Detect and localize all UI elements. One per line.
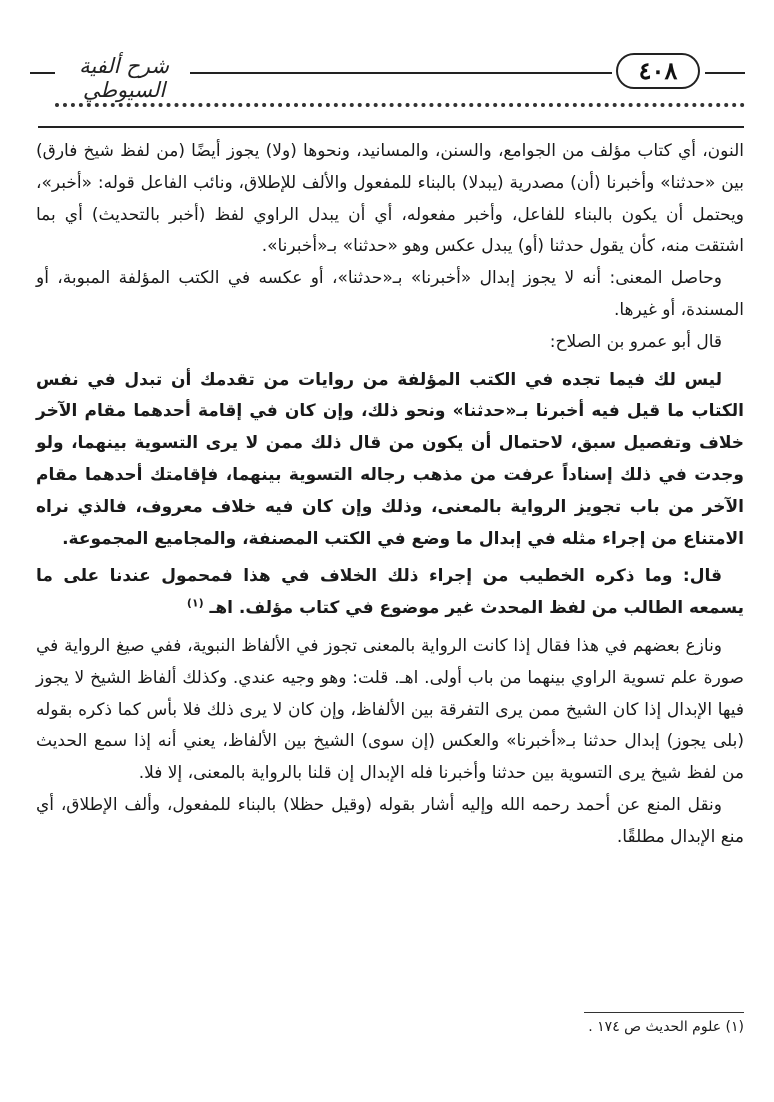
text-line: الطالب من لفظ المحدث غير موضوع في كتاب مؤلف. اهـ [209,598,684,619]
paragraph-7 [36,790,744,854]
text-line: قال: وما ذكره الخطيب من إجراء ذلك الخلاف في هذا فمحمول عندنا على ما يسمعه [36,566,744,619]
text-line: مفعوله، أي أن يبدل الراوي لفظ (أخبر بالتحديث) أي بما اشتقت منه، كأن يقول حدثنا [36,204,744,257]
text-line: (أو) يبدل عكس وهو «حدثنا» بـ«أخبرنا». [261,236,545,257]
footnote-reference[interactable]: (١) [186,596,204,610]
text-line: لفظ شيخ فارق) بين «حدثنا» وأخبرنا (أن) مصدرية (يبدلا) بالبناء للمفعول والألف [36,141,745,193]
footnote-separator [584,1012,744,1013]
text-line: النون، أي كتاب مؤلف من الجوامع، والسنن، والمسانيد، ونحوها (ولا) يجوز أيضًا (من [156,141,744,161]
text-line: بينهما، ولو وجدت في ذلك إسناداً عرفت من مذهب رجاله التسوية بينهما، فإقامتك [36,433,744,485]
header-rule [30,72,55,74]
body-text [36,136,744,854]
paragraph-6 [36,631,744,790]
body-top-rule [38,126,744,128]
text-line: الكتاب ما قيل فيه أخبرنا بـ«حدثنا» ونحو ذلك، وإن كان في إقامة أحدهما مقام [84,401,744,422]
page-number: ٤٠٨ [616,53,700,89]
text-line: أحدهما مقام الآخر من باب تجويز الرواية بالمعنى، وذلك وإن كان فيه خلاف [36,464,744,517]
text-line: ونازع بعضهم في هذا فقال إذا كانت الرواية بالمعنى تجوز في الألفاظ النبوية، ففي [150,635,723,656]
quoted-passage [36,365,744,556]
running-title: شرح ألفية السيوطي [79,54,169,102]
header-rule [705,72,745,74]
footnote-marker: (١) [725,1019,744,1035]
paragraph-2 [36,263,744,327]
header-rule [190,72,612,74]
text-line: وحاصل المعنى: أنه لا يجوز إبدال «أخبرنا» بـ«حدثنا»، أو عكسه في الكتب المؤلفة [118,268,723,289]
text-line: الألفاظ، وإن كان لا يرى ذلك فلا بأس كما ذكره بقوله (بلى يجوز) إبدال حدثنا بـ«أخبرنا» [36,699,744,752]
quote-attribution [36,327,744,359]
text-line: معروف، فالذي نراه الامتناع من إجراء مثله في إبدال ما وضع في الكتب المصنفة، [36,496,744,549]
page-header [30,48,745,102]
text-line: والعكس (إن سوى) الشيخ بين الألفاظ، يعني أنه إذا سمع الحديث من لفظ شيخ يرى [36,731,744,784]
text-line: صيغ الرواية في صورة علم تسوية الراوي بينهما من باب أولى. اهـ. قلت: وهو وجيه [36,635,744,688]
footnote-text: علوم الحديث ص ١٧٤ . [588,1019,722,1035]
text-line: الإطلاق، أي منع الإبدال مطلقًا. [36,794,744,847]
text-line: التسوية بين حدثنا وأخبرنا فله الإبدال إن قلنا بالرواية بالمعنى، إلا فلا. [138,763,613,784]
text-line: قال أبو عمرو بن الصلاح: [549,331,722,352]
text-line: ليس لك فيما تجده في الكتب المؤلفة من روايات من تقدمك أن تبدل في نفس [36,369,722,390]
text-line: عندي. وكذلك ألفاظ الشيخ لا يجوز فيها الإبدال إذا كان الشيخ ممن يرى التفرقة بين [36,667,744,720]
footnote [36,1015,744,1039]
text-line: المبوبة، أو المسندة، أو غيرها. [36,268,744,320]
text-line: والمجاميع المجموعة. [62,528,237,549]
paragraph-5 [36,561,744,625]
text-line: الآخر خلاف وتفصيل سبق، لاحتمال أن يكون من قال ذلك ممن لا يرى التسوية [36,401,745,454]
dotted-divider [55,103,745,107]
text-line: للإطلاق، ونائب الفاعل قوله: «أخبر»، ويحتمل أن يكون بالبناء للفاعل، وأخبر [36,172,745,225]
paragraph-1 [36,136,744,263]
text-line: ونقل المنع عن أحمد رحمه الله وإليه أشار بقوله (وقيل حظلا) بالبناء للمفعول، وألف [124,794,723,815]
